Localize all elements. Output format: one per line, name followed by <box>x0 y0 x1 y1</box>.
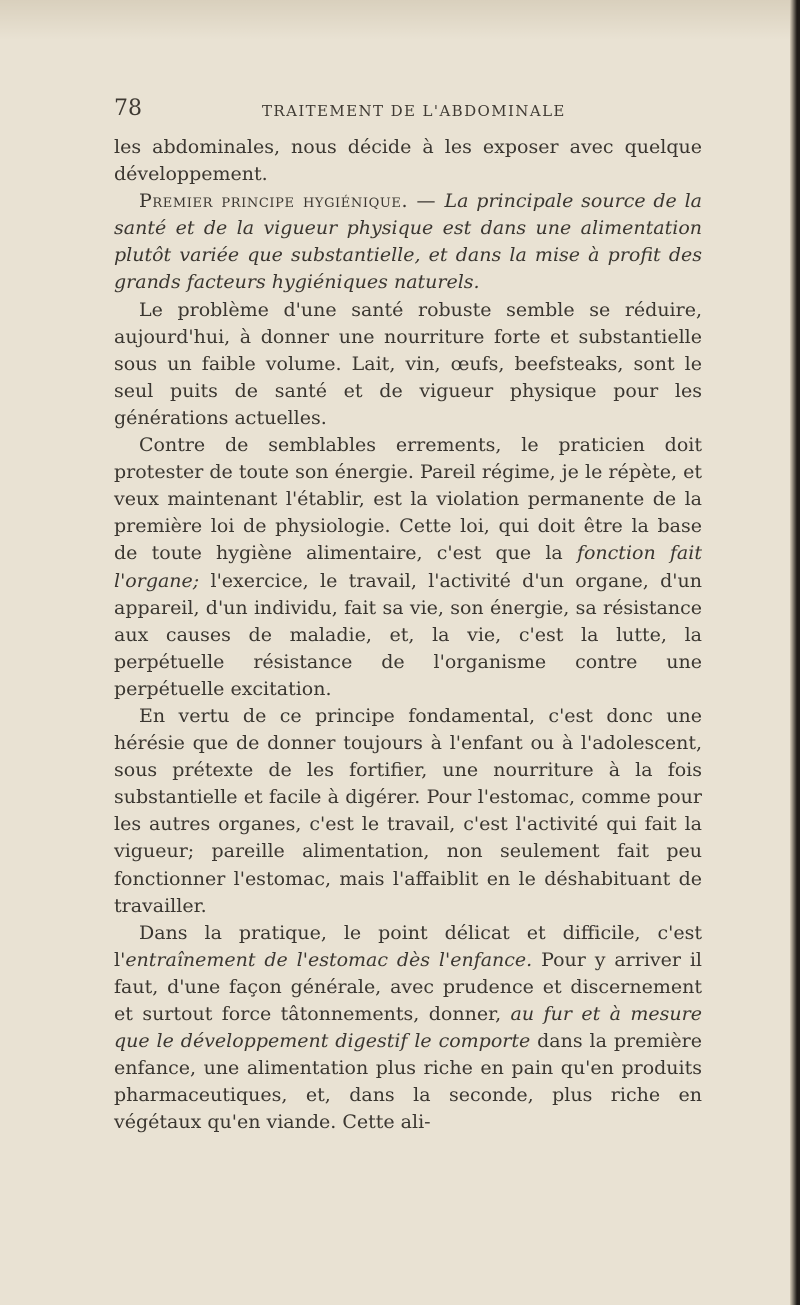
italic-text: au fur et à mesure que le développement digestif le comporte <box>114 1003 702 1053</box>
text-run: dans la première enfance, une alimentation plus riche en pain qu'en produits pharmaceutiques, et, dans la seconde, plus riche en végétaux qu'en viande. Cette ali- <box>114 1030 702 1134</box>
italic-text: fonction fait l'organe; <box>114 542 702 592</box>
text-run: Pour y arriver il faut, d'une façon générale, avec prudence et discernement et surtout force tâtonnements, donner, <box>114 948 702 1025</box>
text-run: les abdominales, nous décide à les exposer avec quelque développement. <box>114 136 702 186</box>
text-run: Dans la pratique, le point délicat et difficile, c'est l' <box>114 921 702 971</box>
paragraph <box>114 703 702 920</box>
text-run: En vertu de ce principe fondamental, c'est donc une hérésie que de donner toujours à l'enfant ou à l'adolescent, sous prétexte de les fortifier, une nourriture à la fois substantielle et facile à digérer. Pour l'estomac, comme pour les autres organes, c'est le travail, c'est l'activité qui fait la vigueur; pareille alimentation, non seulement fait peu fonctionner l'estomac, mais l'affaiblit en le déshabituant de travailler. <box>114 704 702 917</box>
body-text <box>114 134 702 1136</box>
paragraph <box>114 297 702 432</box>
page-number: 78 <box>114 96 142 121</box>
text-run: l'exercice, le travail, l'activité d'un organe, d'un appareil, d'un individu, fait sa vie, son énergie, sa résistance aux causes de maladie, et, la vie, c'est la lutte, la perpétuelle résistance de l'organisme contre une perpétuelle excitation. <box>114 569 702 700</box>
text-run: Le problème d'une santé robuste semble se réduire, aujourd'hui, à donner une nourriture forte et substantielle sous un faible volume. Lait, vin, œufs, beefsteaks, sont le seul puits de santé et de vigueur physique pour les générations actuelles. <box>114 298 702 429</box>
italic-text: La principale source de la santé et de la vigueur physique est dans une alimentation plutôt variée que substantielle, et dans la mise à profit des grands facteurs hygiéniques naturels. <box>114 190 702 294</box>
page-header <box>114 96 704 126</box>
page-top-shadow <box>0 0 800 40</box>
paragraph <box>114 920 702 1137</box>
paragraph <box>114 432 702 703</box>
italic-text: entraînement de l'estomac dès l'enfance. <box>125 948 533 971</box>
paragraph <box>114 134 702 188</box>
book-spine-edge <box>790 0 800 1305</box>
text-run: Contre de semblables errements, le praticien doit protester de toute son énergie. Pareil régime, je le répète, et veux maintenant l'établir, est la violation permanente de la première loi de physiologie. Cette loi, qui doit être la base de toute hygiène alimentaire, c'est que la <box>114 434 702 565</box>
smallcaps-heading: Premier principe hygiénique. — <box>139 190 445 213</box>
paragraph <box>114 188 702 296</box>
running-title: TRAITEMENT DE L'ABDOMINALE <box>262 102 566 120</box>
